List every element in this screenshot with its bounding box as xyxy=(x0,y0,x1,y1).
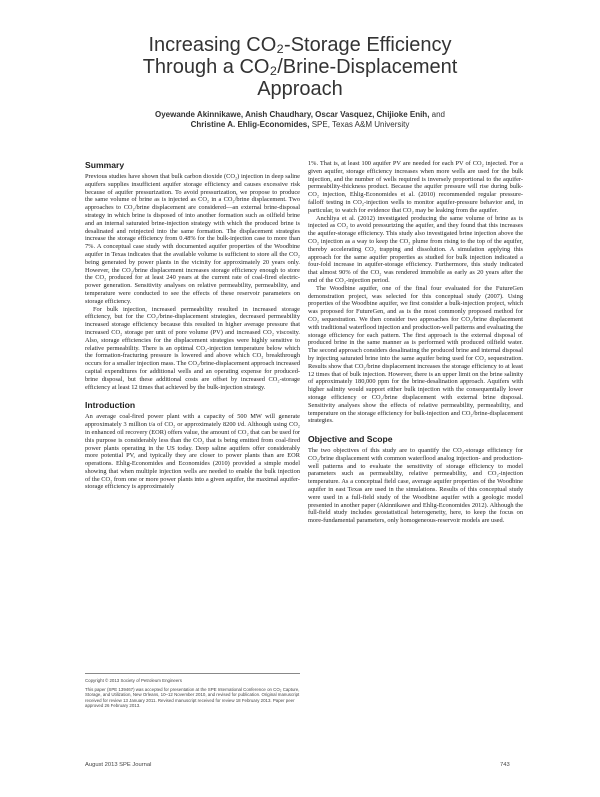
right-paragraph-3: The Woodbine aquifer, one of the final four evaluated for the FutureGen demonstration project, was selected for this conceptual study (2007). Using properties of the Woodbine aquifer, we first consider a bulk-injection project, which was proposed for FutureGen, and as is the most commonly proposed method for CO₂ sequestration. We then consider two approaches for CO₂/brine displacement with traditional waterflood injection and production-well patterns and evaluating the storage efficiency for each pattern. The first approach is the external disposal of produced brine in the same manner as is performed with produced oilfield water. The second approach considers desalinating the produced brine and internal disposal by injecting saturated brine into the same aquifer being used for CO₂ sequestration. Results show that CO₂/brine displacement increases the storage efficiency to at least 12 times that of bulk injection. However, there is an upper limit on the brine salinity of approximately 180,000 ppm for the brine-desalination approach. Aquifers with higher salinity would support either bulk injection with the consequentially lower storage efficiency or CO₂/brine displacement with external brine disposal. Sensitivity analyses show the effects of relative permeability, permeability, and temperature on the storage efficiency for bulk-injection and CO₂/brine-displacement strategies. xyxy=(308,284,523,425)
right-column xyxy=(308,160,523,525)
introduction-paragraph-1: An average coal-fired power plant with a capacity of 500 MW will generate approximately 3 million t/a of CO₂ or approximately 8200 t/d. Although using CO₂ in enhanced oil recovery (EOR) offers value, the amount of CO₂ that can be used for this purpose is considerably less than the CO₂ that is being emitted from coal-fired power plants operating in the US today. Deep saline aquifers offer considerably more potential PV, and typically they are closer to power plants than are EOR operations. Ehlig-Economides and Economides (2010) provided a simple model showing that when multiple injection wells are needed to enable the bulk injection of the CO₂ from one or more power plants into a given aquifer, the maximal aquifer-storage efficiency is approximately xyxy=(85,413,300,491)
left-column xyxy=(85,160,300,491)
summary-paragraph-1: Previous studies have shown that bulk carbon dioxide (CO₂) injection in deep saline aquifers supplies insufficient aquifer storage efficiency and causes excessive risk because of aquifer pressurization. To avoid pressurization, we propose to produce the same volume of brine as is injected as CO₂ in a CO₂/brine displacement. Two approaches to CO₂/brine displacement are considered—an external brine-disposal strategy in which brine is disposed of into another formation such as oilfield brine and an internal saturated brine-injection strategy with which the produced brine is desalinated and reinjected into the same formation. The displacement strategies increase the storage efficiency from 0.48% for the bulk-injection case to more than 7%. A conceptual case study with documented aquifer properties of the Woodbine aquifer in Texas indicates that the available volume is sufficient to store all the CO₂ being generated by power plants in the vicinity for approximately 20 years only. However, the CO₂/brine displacement increases storage efficiency enough to store the CO₂ produced for at least 240 years at the current rate of coal-fired electric-power generation. Sensitivity analyses on relative permeability, permeability, and temperature were conducted to see the effects of these reservoir parameters on storage efficiency. xyxy=(85,173,300,305)
paper-title xyxy=(0,34,600,100)
footnote xyxy=(85,673,300,709)
summary-heading: Summary xyxy=(85,160,125,170)
footnote-rule xyxy=(85,673,300,674)
footnote-text: This paper (SPE 139467) was accepted for presentation at the SPE International Conference on CO₂ Capture, Storage, and Utilization, New Orleans, 10–12 November 2010, and revised for publication. Original manuscript received for review 13 January 2011. Revised manuscript received for review 18 February 2013. Paper peer approved 26 February 2013. xyxy=(85,686,300,709)
title-line-2: Through a CO₂/Brine-Displacement xyxy=(142,56,458,78)
authors-and: and xyxy=(431,110,446,119)
journal-footer: August 2013 SPE Journal xyxy=(85,762,152,768)
author-affiliation: SPE, Texas A&M University xyxy=(311,120,410,129)
introduction-heading: Introduction xyxy=(85,400,136,411)
summary-paragraph-2: For bulk injection, increased permeability resulted in increased storage efficiency, but for the CO₂/brine-displacement strategies, decreased permeability increased storage efficiency because this resulted in higher average pressure that increased CO₂ storage per unit of pore volume (PV) and increased CO₂ viscosity. Also, storage efficiencies for the displacement strategies were highly sensitive to relative permeability. There is an optimal CO₂-injection temperature below which the formation-fracturing pressure is lowered and above which CO₂ breakthrough occurs for a smaller injection mass. The CO₂/brine-displacement approach increased capital expenditures for additional wells and an operating expense for produced-brine disposal, but these additional costs are offset by increased CO₂-storage efficiency at least 12 times that achieved by the bulk-injection strategy. xyxy=(85,305,300,391)
right-paragraph-2: Anchliya et al. (2012) investigated producing the same volume of brine as is injected as CO₂ to avoid pressurizing the aquifer, and they found that this increases the aquifer-storage efficiency. This study also investigated brine injection above the CO₂ injection as a way to keep the CO₂ plume from rising to the top of the aquifer, thereby accelerating CO₂ trapping and dissolution. A simulation applying this approach for the same aquifer properties as studied for bulk injection indicated a four-fold increase in aquifer-storage efficiency. Furthermore, this study indicated that almost 90% of the CO₂ was rendered immobile as early as 20 years after the end of the CO₂-injection period. xyxy=(308,214,523,284)
title-line-1: Increasing CO₂-Storage Efficiency xyxy=(148,34,452,56)
copyright-notice: Copyright © 2013 Society of Petroleum Engineers xyxy=(85,678,182,683)
title-line-3: Approach xyxy=(257,78,343,100)
authors-line-2: Christine A. Ehlig-Economides, xyxy=(190,120,310,129)
page-number: 743 xyxy=(500,762,510,768)
objective-paragraph: The two objectives of this study are to quantify the CO₂-storage efficiency for CO₂/brine displacement with common waterflood analog injection- and production-well patterns and to evaluate the sensitivity of storage efficiency to model parameters such as permeability, relative permeability, and CO₂-injection temperature. As a conceptual field case, average aquifer properties of the Woodbine aquifer in east Texas are used in the simulations. Results of this conceptual study were used in a full-field study of the Woodbine aquifer with a geologic model presented in another paper (Akinnikawe and Ehlig-Economides 2012). Although the full-field study includes geostatistical heterogeneity, here, to keep the focus on more-fundamental parameters, only homogeneous-reservoir models are used. xyxy=(308,447,523,525)
right-paragraph-1: 1%. That is, at least 100 aquifer PV are needed for each PV of CO₂ injected. For a given aquifer, storage efficiency increases when more wells are used for the bulk injection, and the number of wells required is inversely proportional to the aquifer-permeability-thickness product. Because the aquifer pressure will rise during bulk-CO₂ injection, Ehlig-Economides et al. (2010) recommended regular pressure-falloff testing in CO₂-injection wells to monitor aquifer-pressure behavior and, in particular, to watch for evidence that CO₂ may be leaking from the aquifer. xyxy=(308,160,523,214)
objective-heading: Objective and Scope xyxy=(308,434,393,445)
author-block xyxy=(0,110,600,130)
authors-line-1: Oyewande Akinnikawe, Anish Chaudhary, Oscar Vasquez, Chijioke Enih, xyxy=(154,110,430,119)
